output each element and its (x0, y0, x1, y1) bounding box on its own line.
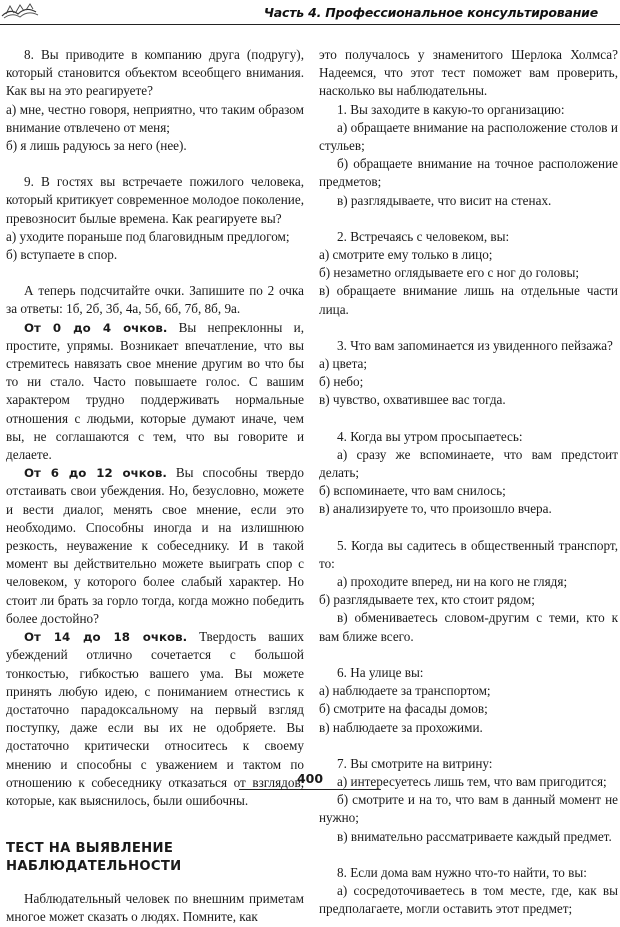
answer-8a: а) мне, честно говоря, неприятно, что таким образом внимание отвлечено от меня; (6, 101, 304, 135)
obs-answer-4b: б) вспоминаете, что вам снилось; (319, 483, 506, 499)
obs-answer-4a: а) сразу же вспоминаете, что вам предстоит делать; (319, 446, 618, 481)
result-6-12-text: Вы способны твердо отстаивать свои убеждения. Но, безусловно, можете и вести диалог, менять свое мнение, если это необходимо. Способны иногда и на излишнюю резкость, неуважение к собеседнику. И в такой момент вы действительно можете выиграть спор с человеком, у которого более слабый характер. Но стоит ли брать за горло тогда, когда можно победить более достойно? (6, 465, 305, 626)
book-logo-icon (0, 2, 40, 22)
obs-answer-4c: в) анализируете то, что произошло вчера. (319, 501, 552, 517)
left-column (6, 46, 304, 927)
obs-answer-2b: б) незаметно оглядываете его с ног до головы; (319, 265, 580, 281)
obs-answer-3c: в) чувство, охватившее вас тогда. (319, 392, 506, 408)
result-14-18-label: От 14 до 18 очков. (24, 630, 188, 645)
obs-question-1: 1. Вы заходите в какую-то организацию: (337, 101, 565, 117)
right-column (319, 46, 618, 918)
obs-answer-6b: б) смотрите на фасады домов; (319, 701, 488, 717)
obs-answer-7c: в) внимательно рассматриваете каждый предмет. (337, 828, 612, 844)
section-title-line2: НАБЛЮДАТЕЛЬНОСТИ (6, 859, 182, 875)
answer-8b: б) я лишь радуюсь за него (нее). (6, 138, 187, 154)
obs-answer-3a: а) цвета; (319, 356, 368, 372)
answer-9a: а) уходите пораньше под благовидным предлогом; (6, 228, 290, 244)
observation-intro-continued: это получалось у знаменитого Шерлока Холмса? Надеемся, что этот тест поможет вам проверить, насколько вы наблюдательны. (319, 47, 618, 99)
running-header-title: Часть 4. Профессиональное консультирование (263, 5, 598, 20)
obs-answer-7a: а) интересуетесь лишь тем, что вам пригодится; (337, 773, 607, 789)
obs-question-3: 3. Что вам запоминается из увиденного пейзажа? (337, 337, 613, 353)
obs-question-4: 4. Когда вы утром просыпаетесь: (337, 428, 523, 444)
section-title-line1: ТЕСТ НА ВЫЯВЛЕНИЕ (6, 841, 174, 857)
obs-answer-5a: а) проходите вперед, ни на кого не глядя; (337, 574, 568, 590)
obs-answer-5b: б) разглядываете тех, кто стоит рядом; (319, 592, 535, 608)
question-8-text: 8. Вы приводите в компанию друга (подругу), который становится объектом всеобщего внимания. Как вы на это реагируете? (6, 47, 304, 99)
obs-answer-7b: б) смотрите и на то, что вам в данный момент не нужно; (319, 792, 618, 826)
obs-answer-6c: в) наблюдаете за прохожими. (319, 719, 483, 735)
result-0-4-label: От 0 до 4 очков. (24, 320, 168, 335)
obs-answer-1b: б) обращаете внимание на точное расположение предметов; (319, 156, 618, 190)
obs-answer-8a: а) сосредоточиваетесь в том месте, где, как вы предполагаете, могли оставить этот предмет; (319, 882, 618, 917)
result-6-12-label: От 6 до 12 очков. (24, 466, 167, 481)
page-header (0, 0, 620, 26)
obs-answer-1c: в) разглядываете, что висит на стенах. (337, 192, 552, 208)
header-rule (0, 24, 620, 25)
obs-answer-2a: а) смотрите ему только в лицо; (319, 247, 493, 263)
obs-question-6: 6. На улице вы: (337, 664, 424, 680)
footer-rule (239, 789, 381, 790)
obs-question-2: 2. Встречаясь с человеком, вы: (337, 228, 510, 244)
obs-question-5: 5. Когда вы садитесь в общественный транспорт, то: (319, 537, 618, 571)
obs-answer-1a: а) обращаете внимание на расположение столов и стульев; (319, 119, 618, 154)
obs-answer-6a: а) наблюдаете за транспортом; (319, 683, 491, 699)
result-0-4-text: Вы непреклонны и, простите, упрямы. Возникает впечатление, что вы стремитесь навязать свое мнение другим во что бы то ни стало. Часто повышаете голос. С вашим характером трудно поддерживать нормальные отношения с людьми, которые думают иначе, чем вы, не соглашаются с тем, что вы говорите и делаете. (6, 319, 305, 463)
obs-question-7: 7. Вы смотрите на витрину: (337, 755, 493, 771)
result-0-4 (6, 319, 304, 465)
observation-test-intro: Наблюдательный человек по внешним приметам многое может сказать о людях. Помните, как (6, 891, 304, 925)
result-6-12 (6, 464, 304, 628)
answer-9b: б) вступаете в спор. (6, 247, 118, 263)
question-9-text: 9. В гостях вы встречаете пожилого человека, который критикует современное молодое поколение, превозносит былые времена. Как реагируете вы? (6, 174, 304, 226)
scoring-instruction: А теперь подсчитайте очки. Запишите по 2 очка за ответы: 1б, 2б, 3б, 4а, 5б, 6б, 7б, 8б, 9а. (6, 283, 304, 317)
page-number: 400 (296, 771, 324, 786)
obs-answer-2c: в) обращаете внимание лишь на отдельные части лица. (319, 283, 618, 317)
obs-question-8: 8. Если дома вам нужно что-то найти, то вы: (337, 864, 587, 880)
obs-answer-5c: в) обмениваетесь словом-другим с теми, кто к вам ближе всего. (319, 610, 618, 644)
result-14-18-text: Твердость ваших убеждений отлично сочетается с большой тонкостью, гибкостью вашего ума. Вы можете принять любую идею, с пониманием отнестись к достаточно парадоксальному на первый взгляд поступку, даже если вы их не одобряете. Вы достаточно критически относитесь к своему мнению и способны с уважением и тактом по отношению к собеседнику отказаться от взглядов, которые, как выяснилось, были ошибочны. (6, 629, 304, 808)
obs-answer-3b: б) небо; (319, 374, 364, 390)
